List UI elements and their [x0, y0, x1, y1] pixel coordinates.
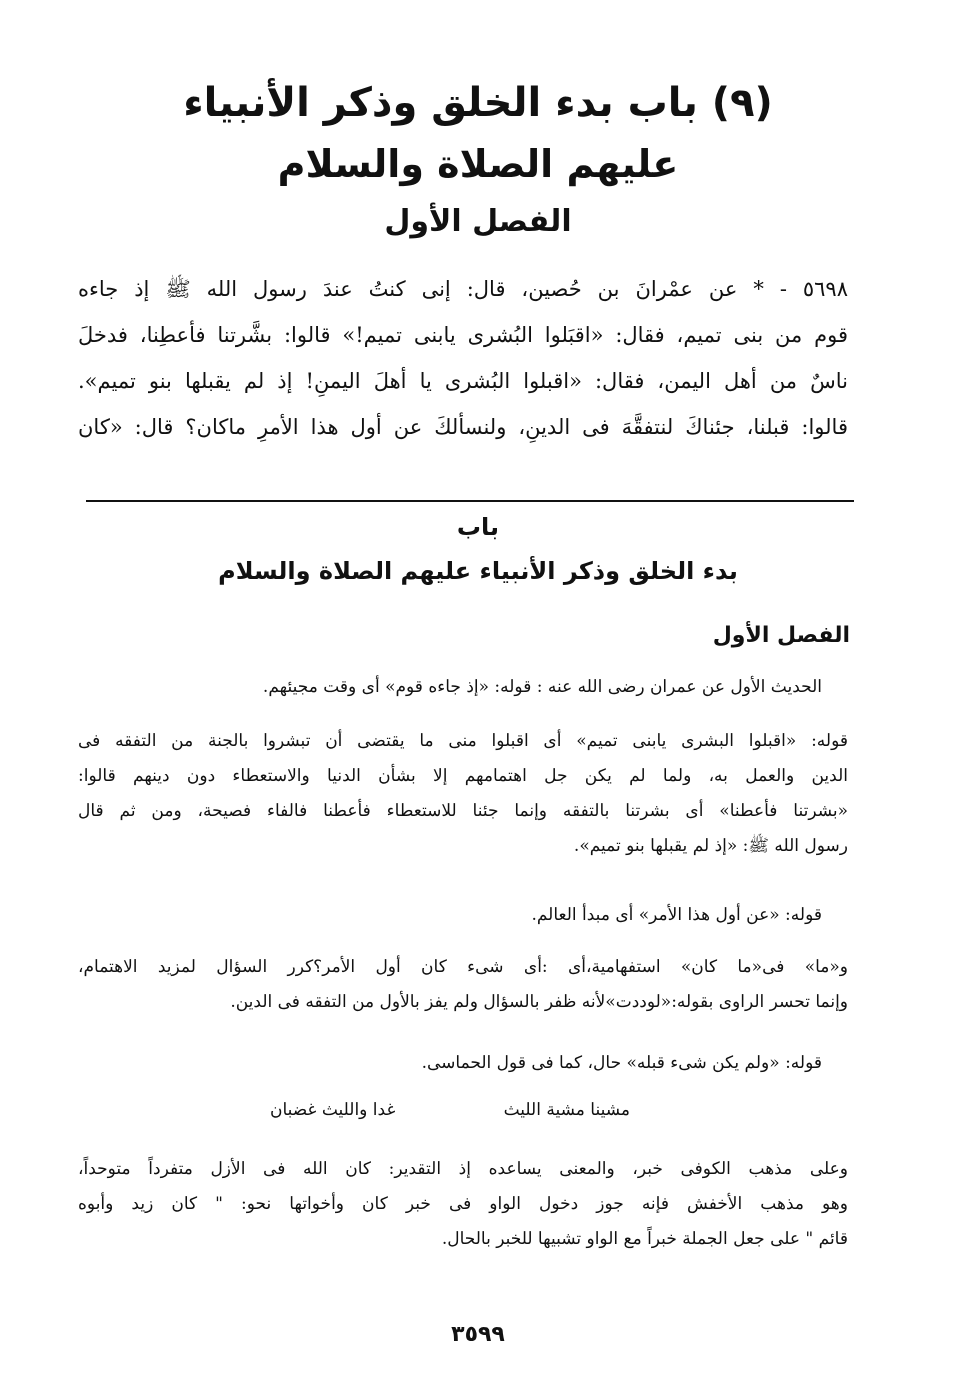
commentary-paragraph-1 — [78, 670, 848, 705]
commentary-line: الحديث الأول عن عمران رضى الله عنه : قوله: «إذ جاءه قوم» أى وقت مجيئهم. — [262, 677, 822, 697]
commentary-line: رسول الله ﷺ: «إذ لم يقبلها بنو تميم». — [573, 836, 848, 856]
commentary-paragraph-4 — [78, 950, 848, 1020]
main-subtitle: عليهم الصلاة والسلام — [277, 142, 679, 186]
commentary-title: بدء الخلق وذكر الأنبياء عليهم الصلاة والسلام — [218, 557, 738, 585]
section-divider — [86, 500, 854, 502]
commentary-paragraph-3 — [78, 898, 848, 933]
poetry-second-hemistich: غدا والليث غضبان — [270, 1100, 396, 1120]
commentary-paragraph-6 — [78, 1152, 848, 1257]
hadith-line: قالوا: قبلنا، جئناكَ لنتفقَّهَ فى الدينِ، ولنسألكَ عن أول هذا الأمرِ ماكان؟ قال: «كان — [78, 415, 848, 439]
commentary-line: قائم " على جعل الجملة خبراً مع الواو تشبيها للخبر بالحال. — [441, 1229, 848, 1249]
commentary-line: و«ما» فى«ما كان» استفهامية،أى :أى شىء كان أول الأمر؟كرر السؤال لمزيد الاهتمام، — [78, 957, 848, 977]
poetry-first-hemistich: مشينا مشية الليث — [503, 1100, 630, 1120]
hadith-line: ناسٌ من أهل اليمن، فقال: «اقبلوا البُشرى يا أهلَ اليمنِ! إذ لم يقبلها بنو تميم». — [78, 369, 848, 393]
commentary-line: قوله: «عن أول هذا الأمر» أى مبدأ العالم. — [531, 905, 822, 925]
commentary-line: قوله: «اقبلوا البشرى يابنى تميم» أى اقبلوا منى ما يقتضى أن تبشروا بالجنة من التفقه فى — [78, 731, 848, 751]
commentary-line: «بشرتنا فأعطنا» أى بشرتنا بالتفقه وإنما جئنا للاستعطاء فأعطنا فالفاء فصيحة، ومن ثم قال — [78, 801, 848, 821]
main-title: (٩) باب بدء الخلق وذكر الأنبياء — [183, 80, 773, 126]
page-number: ٣٥٩٩ — [451, 1322, 505, 1347]
hadith-line: قوم من بنى تميم، فقال: «اقبَلوا البُشرى يابنى تميم!» قالوا: بشَّرتنا فأعطِنا، فدخلَ — [78, 323, 848, 347]
commentary-chapter-title: الفصل الأول — [712, 623, 850, 648]
commentary-line: وإنما تحسر الراوى بقوله:«لوددت»لأنه ظفر بالسؤال ولم يفز بالأول من التفقه فى الدين. — [230, 992, 848, 1012]
commentary-bab-label: باب — [456, 513, 500, 541]
title-block — [100, 72, 856, 250]
chapter-title: الفصل الأول — [384, 204, 572, 239]
commentary-heading — [100, 508, 856, 592]
commentary-paragraph-2 — [78, 724, 848, 864]
commentary-line: قوله: «ولم يكن شىء قبله» حال، كما فى قول الحماسى. — [421, 1053, 822, 1073]
commentary-line: الدين والعمل به، ولما لم يكن جل اهتمامهم إلا بشأن الدنيا والاستعطاء دون دينهم قالوا: — [78, 766, 848, 786]
commentary-line: وهو مذهب الأخفش فإنه جوز دخول الواو فى خبر كان وأخواتها نحو: " كان زيد وأبوه — [78, 1194, 848, 1214]
poetry-verse — [270, 1094, 630, 1126]
commentary-line: وعلى مذهب الكوفى خبر، والمعنى يساعده إذ التقدير: كان الله فى الأزل متفرداً متوحداً، — [78, 1159, 848, 1179]
hadith-line: ٥٦٩٨ - * عن عمْرانَ بن حُصين، قال: إنى كنتُ عندَ رسول الله ﷺ إذ جاءه — [78, 277, 848, 301]
hadith-text — [78, 266, 848, 450]
commentary-paragraph-5 — [78, 1046, 848, 1081]
